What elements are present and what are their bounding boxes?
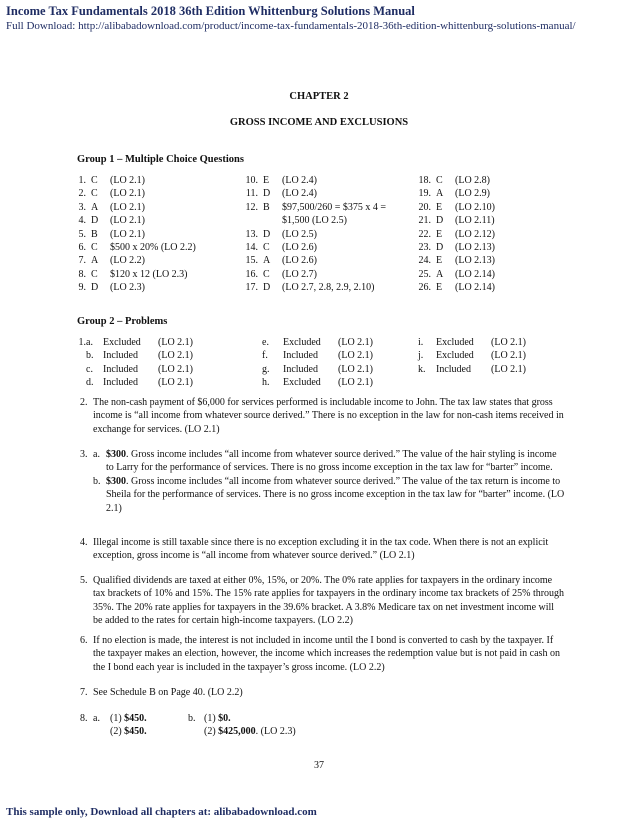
problem-3 bbox=[80, 448, 565, 515]
problem1-row bbox=[77, 376, 208, 389]
question-number: 1. bbox=[78, 175, 86, 186]
status: Included bbox=[103, 350, 138, 362]
mc-answer-row bbox=[417, 241, 495, 254]
question-number: 22. bbox=[418, 228, 431, 240]
item-label: a. bbox=[86, 337, 93, 348]
answer-note: (LO 2.11) bbox=[455, 215, 495, 227]
answer-letter: A bbox=[263, 255, 271, 267]
question-number: 10. bbox=[245, 175, 258, 186]
mc-answer-row bbox=[77, 187, 196, 200]
answer-letter: A bbox=[91, 201, 99, 213]
answer-letter: D bbox=[263, 282, 271, 294]
status: Excluded bbox=[283, 337, 321, 348]
answer-note: (LO 2.5) bbox=[282, 228, 317, 240]
mc-answer-row bbox=[77, 214, 196, 227]
answer-note: (LO 2.10) bbox=[455, 201, 495, 213]
question-number: 25. bbox=[418, 268, 431, 280]
item-label: b. bbox=[86, 350, 94, 362]
question-number: 19. bbox=[418, 188, 431, 200]
lo-ref: (LO 2.1) bbox=[338, 337, 373, 348]
item-label: e. bbox=[262, 337, 269, 348]
mc-answer-row bbox=[244, 214, 386, 227]
answer-letter: C bbox=[91, 242, 98, 254]
item-label: k. bbox=[418, 363, 426, 375]
answer-letter: D bbox=[436, 215, 444, 227]
question-number: 17. bbox=[245, 282, 258, 294]
mc-answer-row bbox=[244, 241, 386, 254]
mc-answer-row bbox=[77, 281, 196, 294]
problem1-column-3 bbox=[418, 336, 541, 376]
question-number: 8. bbox=[78, 268, 86, 280]
problem1-row bbox=[418, 349, 541, 362]
problem1-row bbox=[418, 363, 541, 376]
group2-heading: Group 2 – Problems bbox=[77, 316, 168, 327]
answer-value: $300 bbox=[106, 475, 126, 487]
answer-letter: D bbox=[91, 282, 99, 294]
status: Included bbox=[103, 363, 138, 375]
answer-note: (LO 2.6) bbox=[282, 255, 317, 267]
answer-label: (2) bbox=[204, 726, 219, 738]
answer-note: (LO 2.1) bbox=[110, 201, 145, 213]
sub-label: a. bbox=[93, 713, 100, 724]
question-number: 5. bbox=[78, 228, 86, 240]
answer-note: $120 x 12 (LO 2.3) bbox=[110, 268, 188, 280]
mc-answer-row bbox=[77, 174, 196, 187]
question-number: 13. bbox=[245, 228, 258, 240]
mc-answer-row bbox=[244, 268, 386, 281]
question-number: 20. bbox=[418, 201, 431, 213]
lo-ref: (LO 2.1) bbox=[491, 350, 526, 362]
answer-note: (LO 2.4) bbox=[282, 188, 317, 200]
answer-letter: D bbox=[436, 242, 444, 254]
mc-answer-row bbox=[417, 214, 495, 227]
answer-note: (LO 2.9) bbox=[455, 188, 490, 200]
lo-ref: (LO 2.1) bbox=[158, 350, 193, 362]
problem1-row bbox=[262, 376, 388, 389]
problem-text: The non-cash payment of $6,000 for services performed is includable income to John. The tax law states that gross income is “all income from whatever source derived.” There is no exception in the law for non-cash items received in exchange for services. (LO 2.1) bbox=[93, 397, 564, 435]
question-number: 18. bbox=[418, 175, 431, 186]
document-header-title: Income Tax Fundamentals 2018 36th Edition Whittenburg Solutions Manual bbox=[6, 4, 415, 18]
mc-answer-row bbox=[417, 281, 495, 294]
answer-note: (LO 2.1) bbox=[110, 175, 145, 186]
answer-note: (LO 2.7, 2.8, 2.9, 2.10) bbox=[282, 282, 375, 294]
download-link[interactable]: http://alibabadownload.com/product/income-tax-fundamentals-2018-36th-edition-whittenburg-solutions-manual/ bbox=[78, 20, 576, 32]
item-label: j. bbox=[418, 350, 424, 362]
question-number: 4. bbox=[78, 215, 86, 227]
mc-answer-row bbox=[417, 228, 495, 241]
problem-text: Illegal income is still taxable since there is no exception excluding it in the tax code. When there is not an explicit exception, gross income is “all income from whatever source derived.” (LO 2.1) bbox=[93, 537, 549, 562]
answer-label: (2) bbox=[110, 726, 125, 738]
period: . bbox=[228, 713, 231, 724]
answer-note: (LO 2.7) bbox=[282, 268, 317, 280]
period: . bbox=[144, 726, 147, 738]
mc-answer-row bbox=[77, 201, 196, 214]
answer-note: (LO 2.8) bbox=[455, 175, 490, 186]
lo-ref: (LO 2.1) bbox=[338, 363, 373, 375]
sub-label: a. bbox=[93, 449, 100, 460]
problem-text: . Gross income includes “all income from whatever source derived.” The value of the hair styling is income to Larry for the performance of services. There is no gross income exception in the tax law for “barter” income. bbox=[106, 449, 557, 474]
problem-5 bbox=[80, 574, 565, 628]
answer-letter: E bbox=[436, 228, 443, 240]
question-number: 9. bbox=[78, 282, 86, 294]
problem-2 bbox=[80, 396, 565, 436]
problem1-column-1 bbox=[77, 336, 208, 390]
lo-ref: (LO 2.1) bbox=[491, 363, 526, 375]
answer-value: $0 bbox=[218, 713, 229, 724]
problem1-row bbox=[262, 336, 388, 349]
answer-note: (LO 2.13) bbox=[455, 242, 495, 254]
answer-note: (LO 2.13) bbox=[455, 255, 495, 267]
question-number bbox=[244, 214, 258, 227]
answer-letter bbox=[258, 214, 277, 227]
answer-label: (1) bbox=[204, 713, 219, 724]
answer-letter: B bbox=[91, 228, 98, 240]
answer-note: (LO 2.2) bbox=[110, 255, 145, 267]
question-number: 16. bbox=[245, 268, 258, 280]
problem1-row bbox=[262, 363, 388, 376]
status: Included bbox=[103, 377, 138, 389]
problem-number: 2. bbox=[80, 397, 88, 408]
problem-number bbox=[77, 363, 86, 376]
status: Excluded bbox=[283, 377, 321, 389]
problem-number: 1. bbox=[78, 337, 86, 348]
answer-letter: C bbox=[91, 268, 98, 280]
answer-letter: E bbox=[436, 282, 443, 294]
mc-column-2 bbox=[244, 174, 386, 295]
item-label: f. bbox=[262, 350, 268, 362]
question-number: 14. bbox=[245, 242, 258, 254]
question-number: 3. bbox=[78, 201, 86, 213]
problem-text: See Schedule B on Page 40. (LO 2.2) bbox=[93, 687, 243, 698]
answer-letter: B bbox=[263, 201, 270, 213]
problem-7 bbox=[80, 686, 565, 699]
answer-note: (LO 2.6) bbox=[282, 242, 317, 254]
status: Excluded bbox=[436, 350, 474, 362]
problem1-row bbox=[77, 363, 208, 376]
answer-letter: E bbox=[436, 201, 443, 213]
answer-note: $1,500 (LO 2.5) bbox=[282, 215, 347, 227]
mc-answer-row bbox=[244, 254, 386, 267]
answer-letter: A bbox=[436, 268, 444, 280]
problem-8b-answers bbox=[204, 712, 296, 739]
mc-answer-row bbox=[244, 187, 386, 200]
answer-letter: D bbox=[263, 228, 271, 240]
mc-answer-row bbox=[417, 254, 495, 267]
mc-answer-row bbox=[77, 268, 196, 281]
lo-ref: (LO 2.1) bbox=[158, 363, 193, 375]
answer-note: $97,500/260 = $375 x 4 = bbox=[282, 201, 387, 213]
answer-letter: C bbox=[263, 242, 270, 254]
question-number: 26. bbox=[418, 282, 431, 294]
problem-number bbox=[77, 376, 86, 389]
problem-number: 3. bbox=[80, 449, 88, 460]
problem-6 bbox=[80, 634, 565, 674]
answer-note: (LO 2.1) bbox=[110, 188, 145, 200]
question-number: 23. bbox=[418, 242, 431, 254]
answer-note: (LO 2.4) bbox=[282, 175, 317, 186]
problem1-row bbox=[77, 349, 208, 362]
answer-note: (LO 2.1) bbox=[110, 215, 145, 227]
lo-ref: (LO 2.1) bbox=[158, 377, 193, 389]
mc-answer-row bbox=[77, 241, 196, 254]
answer-letter: C bbox=[263, 268, 270, 280]
item-label: h. bbox=[262, 377, 270, 389]
status: Excluded bbox=[103, 337, 141, 348]
lo-ref: (LO 2.1) bbox=[338, 377, 373, 389]
lo-ref: (LO 2.1) bbox=[338, 350, 373, 362]
download-label: Full Download: bbox=[6, 20, 79, 32]
answer-letter: E bbox=[263, 175, 270, 186]
question-number: 7. bbox=[78, 255, 86, 267]
question-number: 21. bbox=[418, 215, 431, 227]
question-number: 12. bbox=[245, 201, 258, 213]
answer-note: (LO 2.1) bbox=[110, 228, 145, 240]
answer-letter: A bbox=[91, 255, 99, 267]
answer-note: (LO 2.3) bbox=[110, 282, 145, 294]
mc-answer-row bbox=[417, 174, 495, 187]
problem-number: 8. bbox=[80, 713, 88, 724]
problem1-row bbox=[418, 336, 541, 349]
mc-column-3 bbox=[417, 174, 495, 295]
answer-letter: D bbox=[91, 215, 99, 227]
item-label: i. bbox=[418, 337, 424, 348]
problem-number: 7. bbox=[80, 687, 88, 698]
problem-8a-answers bbox=[110, 712, 147, 739]
mc-answer-row bbox=[417, 187, 495, 200]
problem1-row bbox=[77, 336, 208, 349]
mc-answer-row bbox=[77, 254, 196, 267]
problem-number: 4. bbox=[80, 537, 88, 548]
problem-3a bbox=[80, 448, 565, 475]
problem-number bbox=[77, 349, 86, 362]
problem-text: . Gross income includes “all income from whatever source derived.” The value of the tax return is income to Sheila for the performance of services. There is no gross income exception in the tax law for “barter” income. (LO 2.1) bbox=[106, 475, 565, 514]
problem-3b bbox=[80, 475, 565, 515]
mc-column-1 bbox=[77, 174, 196, 295]
mc-answer-row bbox=[244, 174, 386, 187]
problem-number: 6. bbox=[80, 635, 88, 646]
item-label: g. bbox=[262, 363, 270, 375]
answer-value: $425,000 bbox=[218, 726, 256, 738]
answer-value: $300 bbox=[106, 449, 126, 460]
mc-answer-row bbox=[244, 281, 386, 294]
mc-answer-row bbox=[244, 201, 386, 214]
problem-4 bbox=[80, 536, 565, 563]
answer-letter: C bbox=[436, 175, 443, 186]
question-number: 24. bbox=[418, 255, 431, 267]
group1-heading: Group 1 – Multiple Choice Questions bbox=[77, 154, 244, 165]
answer-note: $500 x 20% (LO 2.2) bbox=[110, 242, 196, 254]
question-number: 6. bbox=[78, 242, 86, 254]
question-number: 2. bbox=[78, 188, 86, 200]
problem1-row bbox=[262, 349, 388, 362]
page-number: 37 bbox=[314, 760, 324, 771]
sub-label: b. bbox=[93, 475, 101, 487]
answer-value: $450 bbox=[124, 726, 145, 738]
problem-text: Qualified dividends are taxed at either 0%, 15%, or 20%. The 0% rate applies for taxpayers in the ordinary income tax brackets of 10% and 15%. The 15% rate applies for taxpayers in the ordinary income tax brackets of 25% through 35%. The 20% rate applies for taxpayers in the 39.6% bracket. A 3.8% Medicare tax on net investment income will be added to the rates for certain high-income taxpayers. (LO 2.2) bbox=[93, 575, 565, 627]
answer-note: (LO 2.14) bbox=[455, 268, 495, 280]
footer-notice: This sample only, Download all chapters at: alibabadownload.com bbox=[6, 806, 317, 818]
period: . bbox=[144, 713, 147, 724]
lo-ref: (LO 2.1) bbox=[491, 337, 526, 348]
mc-answer-row bbox=[244, 228, 386, 241]
answer-tail: . (LO 2.3) bbox=[255, 726, 296, 738]
download-line bbox=[6, 20, 576, 32]
item-label: c. bbox=[86, 363, 93, 375]
answer-letter: D bbox=[263, 188, 271, 200]
answer-letter: A bbox=[436, 188, 444, 200]
mc-answer-row bbox=[417, 268, 495, 281]
lo-ref: (LO 2.1) bbox=[158, 337, 193, 348]
mc-answer-row bbox=[417, 201, 495, 214]
answer-letter: C bbox=[91, 175, 98, 186]
answer-value: $450 bbox=[124, 713, 145, 724]
answer-note: (LO 2.12) bbox=[455, 228, 495, 240]
problem1-column-2 bbox=[262, 336, 388, 390]
problem-number: 5. bbox=[80, 575, 88, 586]
answer-letter: E bbox=[436, 255, 443, 267]
answer-letter: C bbox=[91, 188, 98, 200]
answer-label: (1) bbox=[110, 713, 125, 724]
chapter-title: GROSS INCOME AND EXCLUSIONS bbox=[229, 117, 409, 128]
status: Excluded bbox=[436, 337, 474, 348]
item-label: d. bbox=[86, 377, 94, 389]
status: Included bbox=[283, 363, 318, 375]
answer-note: (LO 2.14) bbox=[455, 282, 495, 294]
status: Included bbox=[283, 350, 318, 362]
chapter-number: CHAPTER 2 bbox=[289, 91, 349, 102]
status: Included bbox=[436, 363, 471, 375]
sub-label: b. bbox=[188, 713, 196, 724]
problem-text: If no election is made, the interest is not included in income until the I bond is converted to cash by the taxpayer. If the taxpayer makes an election, however, the income which increases the redemption value but is not paid in cash on the I bond each year is included in the taxpayer’s gross income. (LO 2.2) bbox=[93, 635, 560, 673]
question-number: 15. bbox=[245, 255, 258, 267]
question-number: 11. bbox=[245, 188, 258, 200]
mc-answer-row bbox=[77, 228, 196, 241]
